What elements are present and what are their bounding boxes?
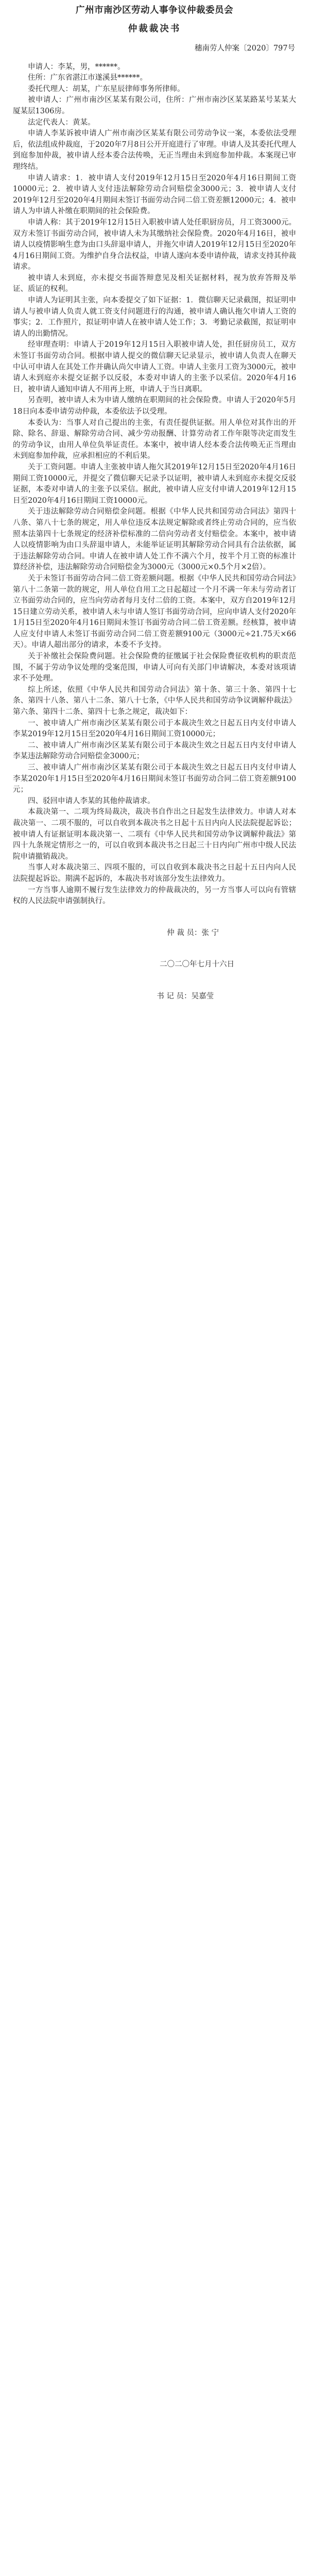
party-line: 申请人：李某，男，******。 <box>28 62 125 71</box>
case-intro-paragraph: 申请人李某诉被申请人广州市南沙区某某有限公司劳动争议一案，本委依法受理后，依法组成仲裁庭，于2020年7月8日公开开庭进行了审理。申请人及其委托代理人到庭参加仲裁，被申请人经本委合法传唤，无正当理由未到庭参加仲裁。本案现已审理终结。 <box>13 129 296 171</box>
ruling-item: 二、被申请人广州市南沙区某某有限公司于本裁决生效之日起五日内支付申请人李某违法解除劳动合同赔偿金3000元； <box>13 741 296 761</box>
party-line: 法定代表人：黄某。 <box>28 118 95 127</box>
reasoning-paragraph: 关于未签订书面劳动合同二倍工资差额问题。根据《中华人民共和国劳动合同法》第八十二条第一款的规定，用人单位自用工之日起超过一个月不满一年未与劳动者订立书面劳动合同的，应当向劳动者每月支付二倍的工资。本案中，双方自2019年12月15日建立劳动关系，被申请人未与申请人签订书面劳动合同，应向申请人支付2020年1月15日至2020年4月16日期间未签订书面劳动合同二倍工资差额。经核算，被申请人应支付申请人未签订书面劳动合同二倍工资差额9100元（3000元÷21.75天×66天）。申请人超出部分的请求，本委不予支持。 <box>13 574 296 650</box>
clerk-signature: 书 记 员：吴嘉莹 <box>157 992 214 1001</box>
arbitrator-signature: 仲 裁 员：张 宁 <box>167 928 219 937</box>
reasoning-paragraph: 关于工资问题。申请人主张被申请人拖欠其2019年12月15日至2020年4月16日期间工资10000元，并提交了微信聊天记录予以证明，被申请人未到庭亦未提交反驳证据，本委对申请人的主张予以采信。据此，被申请人应支付申请人2019年12月15日至2020年4月16日期间工资10000元。 <box>13 463 296 505</box>
ruling-item: 一、被申请人广州市南沙区某某有限公司于本裁决生效之日起五日内支付申请人李某2019年12月15日至2020年4月16日期间工资10000元； <box>13 719 296 739</box>
legal-basis-paragraph: 综上所述，依照《中华人民共和国劳动合同法》第十条、第三十条、第四十七条、第四十八条、第八十二条、第八十七条，《中华人民共和国劳动争议调解仲裁法》第六条、第四十二条、第四十七条之规定，裁决如下： <box>13 685 296 717</box>
reasoning-paragraph: 关于补缴社会保险费问题。社会保险费的征缴属于社会保险费征收机构的职责范围，不属于劳动争议处理的受案范围，申请人可向有关部门申请解决，本委对该项请求不予处理。 <box>13 652 296 683</box>
ruling-item: 三、被申请人广州市南沙区某某有限公司于本裁决生效之日起五日内支付申请人李某2020年1月15日至2020年4月16日期间未签订书面劳动合同二倍工资差额9100元； <box>13 764 296 794</box>
enforcement-notice-paragraph: 一方当事人逾期不履行发生法律效力的仲裁裁决的，另一方当事人可以向有管辖权的人民法院申请强制执行。 <box>13 886 296 906</box>
appeal-notice-paragraph: 当事人对本裁决第三、四项不服的，可以自收到本裁决书之日起十五日内向人民法院提起诉讼。期满不起诉的，本裁决书对该部分发生法律效力。 <box>13 863 296 883</box>
party-line: 被申请人：广州市南沙区某某有限公司，住所：广州市南沙区某某路某号某某大厦某层1306房。 <box>13 96 296 115</box>
award-date: 二〇二〇年七月十六日 <box>160 960 234 969</box>
evidence-paragraph: 申请人为证明其主张，向本委提交了如下证据：1．微信聊天记录截图，拟证明申请人与被申请人负责人就工资支付问题进行的沟通，被申请人确认拖欠申请人工资的事实；2．工作照片，拟证明申请人在被申请人处工作；3．考勤记录截图，拟证明申请人的出勤情况。 <box>13 296 296 338</box>
findings-paragraph: 经审理查明：申请人于2019年12月15日入职被申请人处，担任厨房员工，双方未签订书面劳动合同。根据申请人提交的微信聊天记录显示，被申请人负责人在聊天中认可申请人在其处工作并确认尚欠申请人工资。申请人主张月工资为3000元，被申请人未到庭亦未提交证据予以反驳，本委对申请人的主张予以采信。2020年4月16日，被申请人通知申请人不用再上班，申请人于当日离职。 <box>13 341 296 394</box>
reasoning-paragraph: 本委认为：当事人对自己提出的主张，有责任提供证据。用人单位对其作出的开除、除名、辞退、解除劳动合同、减少劳动报酬、计算劳动者工作年限等决定而发生的劳动争议，由用人单位负举证责任。本案中，被申请人经本委合法传唤无正当理由未到庭参加仲裁，应承担相应的不利后果。 <box>13 418 296 461</box>
respondent-statement-paragraph: 被申请人未到庭，亦未提交书面答辩意见及相关证据材料，视为放弃答辩及举证、质证的权利。 <box>13 274 296 294</box>
appeal-notice-paragraph: 本裁决第一、二项为终局裁决，裁决书自作出之日起发生法律效力。申请人对本裁决第一、二项不服的，可以自收到本裁决书之日起十五日内向人民法院提起诉讼；被申请人有证据证明本裁决第一、二项有《中华人民共和国劳动争议调解仲裁法》第四十九条规定情形之一的，可以自收到本裁决书之日起三十日内向广州市中级人民法院申请撤销裁决。 <box>13 808 296 861</box>
organization-title: 广州市南沙区劳动人事争议仲裁委员会 <box>76 5 233 15</box>
party-line: 住所：广东省湛江市遂溪县******。 <box>28 74 147 82</box>
ruling-item: 四、驳回申请人李某的其他仲裁请求。 <box>28 796 155 805</box>
findings-paragraph: 另查明，被申请人未为申请人缴纳在职期间的社会保险费。申请人于2020年5月18日向本委申请劳动仲裁，本委依法予以受理。 <box>13 396 296 416</box>
signature-section <box>13 928 296 1003</box>
document-title: 仲裁裁决书 <box>128 24 181 34</box>
body-section <box>13 128 296 907</box>
reasoning-paragraph: 关于违法解除劳动合同赔偿金问题。根据《中华人民共和国劳动合同法》第四十八条、第八十七条的规定，用人单位违反本法规定解除或者终止劳动合同的，应当依照本法第四十七条规定的经济补偿标准的二倍向劳动者支付赔偿金。本案中，被申请人以疫情影响为由口头辞退申请人，未能举证证明其解除劳动合同具有合法依据，属于违法解除劳动合同。申请人在被申请人处工作不满六个月，按半个月工资的标准计算经济补偿，违法解除劳动合同赔偿金为3000元（3000元×0.5个月×2倍）。 <box>13 507 296 572</box>
parties-section <box>13 62 296 129</box>
applicant-statement-paragraph: 申请人称：其于2019年12月15日入职被申请人处任职厨房员，月工资3000元。双方未签订书面劳动合同，被申请人未为其缴纳社会保险费。2020年4月16日，被申请人以疫情影响生意为由口头辞退申请人，并拖欠申请人2019年12月15日至2020年4月16日期间工资。为维护自身合法权益，申请人遂向本委申请仲裁，请求支持其仲裁请求。 <box>13 218 296 272</box>
case-number: 穗南劳人仲案〔2020〕797号 <box>194 44 295 53</box>
claims-paragraph: 申请人请求：1．被申请人支付2019年12月15日至2020年4月16日期间工资10000元；2．被申请人支付违法解除劳动合同赔偿金3000元；3．被申请人支付2019年12月至2020年4月期间未签订书面劳动合同二倍工资差额12000元；4．被申请人为申请人补缴在职期间的社会保险费。 <box>13 174 296 216</box>
party-line: 委托代理人：胡某，广东星辰律师事务所律师。 <box>28 84 185 93</box>
